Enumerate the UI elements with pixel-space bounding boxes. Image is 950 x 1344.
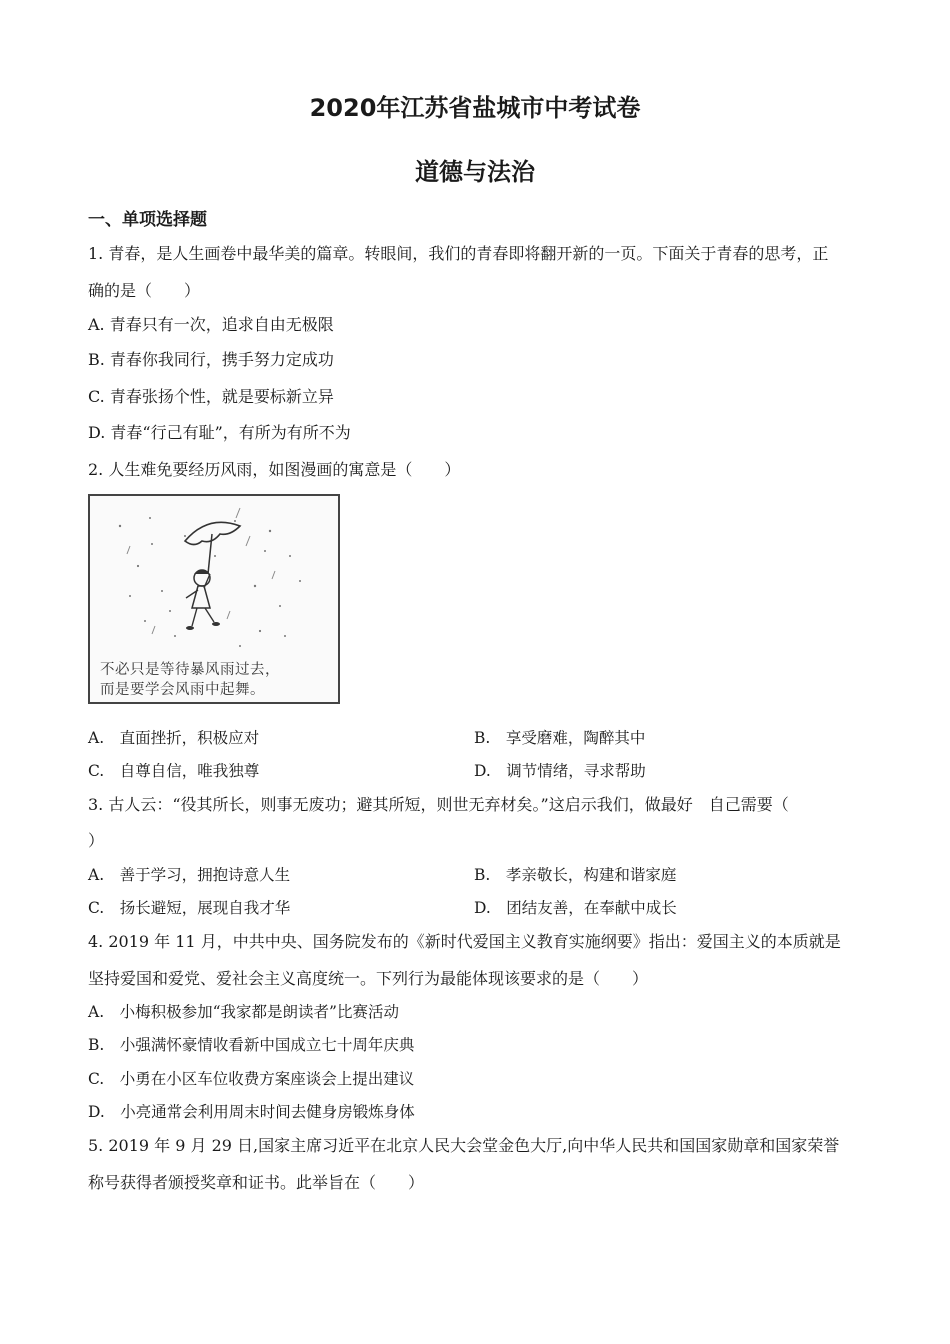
question-4-stem-line2: 坚持爱国和爱党、爱社会主义高度统一。下列行为最能体现该要求的是（ ） bbox=[88, 969, 649, 988]
question-3-option-c: C. 扬长避短，展现自我才华 bbox=[88, 899, 291, 917]
question-3-stem-line2: ） bbox=[88, 831, 105, 850]
question-3-option-d: D. 团结友善，在奉献中成长 bbox=[474, 899, 677, 917]
question-1-stem-line2: 确的是（ ） bbox=[88, 281, 201, 300]
question-2-option-b: B. 享受磨难，陶醉其中 bbox=[474, 729, 646, 747]
question-1-option-d: D. 青春“行己有耻”，有所为有所不为 bbox=[88, 423, 351, 442]
question-3-option-b: B. 孝亲敬长，构建和谐家庭 bbox=[474, 866, 677, 884]
comic-illustration bbox=[88, 494, 340, 704]
question-4-stem-line1: 4. 2019 年 11 月，中共中央、国务院发布的《新时代爱国主义教育实施纲要》指出：爱国主义的本质就是 bbox=[88, 932, 841, 951]
question-2-stem: 2. 人生难免要经历风雨，如图漫画的寓意是（ ） bbox=[88, 460, 461, 479]
comic-caption-line1: 不必只是等待暴风雨过去， bbox=[100, 662, 280, 678]
question-1-option-c: C. 青春张扬个性，就是要标新立异 bbox=[88, 387, 334, 406]
question-4-option-b: B. 小强满怀豪情收看新中国成立七十周年庆典 bbox=[88, 1036, 415, 1054]
question-2-option-d: D. 调节情绪，寻求帮助 bbox=[474, 762, 646, 780]
question-2-option-a: A. 直面挫折，积极应对 bbox=[88, 729, 260, 747]
exam-subject: 道德与法治 bbox=[415, 158, 535, 186]
question-1-option-b: B. 青春你我同行，携手努力定成功 bbox=[88, 350, 334, 369]
section-heading: 一、单项选择题 bbox=[88, 210, 207, 230]
question-4-option-d: D. 小亮通常会利用周末时间去健身房锻炼身体 bbox=[88, 1103, 415, 1121]
question-5-stem-line2: 称号获得者颁授奖章和证书。此举旨在（ ） bbox=[88, 1173, 425, 1192]
question-5-stem-line1: 5. 2019 年 9 月 29 日,国家主席习近平在北京人民大会堂金色大厅,向中华人民共和国国家勋章和国家荣誉 bbox=[88, 1136, 840, 1155]
question-1-stem-line1: 1. 青春，是人生画卷中最华美的篇章。转眼间，我们的青春即将翻开新的一页。下面关于青春的思考，正 bbox=[88, 244, 829, 263]
question-3-stem-line1: 3. 古人云：“役其所长，则事无废功；避其所短，则世无弃材矣。”这启示我们，做最好 自己需要（ bbox=[88, 795, 789, 814]
question-1-option-a: A. 青春只有一次，追求自由无极限 bbox=[88, 315, 334, 334]
question-3-option-a: A. 善于学习，拥抱诗意人生 bbox=[88, 866, 291, 884]
question-4-option-c: C. 小勇在小区车位收费方案座谈会上提出建议 bbox=[88, 1070, 415, 1088]
exam-title: 2020年江苏省盐城市中考试卷 bbox=[309, 94, 641, 122]
question-2-option-c: C. 自尊自信，唯我独尊 bbox=[88, 762, 260, 780]
comic-caption-line2: 而是要学会风雨中起舞。 bbox=[100, 682, 265, 698]
question-4-option-a: A. 小梅积极参加“我家都是朗读者”比赛活动 bbox=[88, 1003, 399, 1021]
